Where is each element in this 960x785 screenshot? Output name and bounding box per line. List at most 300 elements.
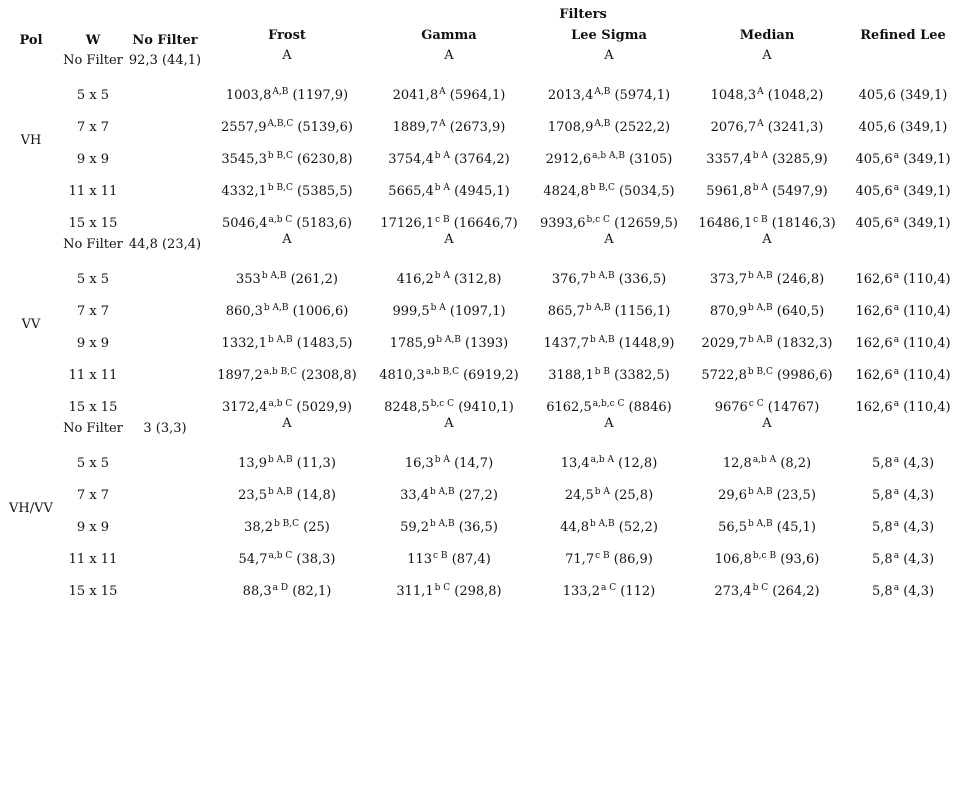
std-dev-value: (8,2)	[780, 456, 812, 471]
group-letter: A	[762, 232, 772, 247]
window-label: 9 x 9	[76, 152, 110, 167]
significance-letters: b A,B	[268, 487, 293, 497]
filter-value-cell	[206, 568, 368, 600]
group-letter: A	[604, 232, 614, 247]
significance-letters: A	[757, 87, 764, 97]
mean-value: 1708,9	[547, 120, 594, 135]
filter-value-cell	[846, 384, 960, 416]
filter-value-cell	[530, 136, 688, 168]
window-label: 7 x 7	[76, 304, 110, 319]
filter-value-cell	[530, 536, 688, 568]
mean-value: 6162,5	[546, 400, 592, 415]
std-dev-value: (349,1)	[900, 120, 948, 135]
mean-value: 1437,7	[543, 336, 590, 351]
filter-value-cell	[530, 104, 688, 136]
mean-value: 5665,4	[388, 184, 434, 199]
filter-value-cell	[846, 136, 960, 168]
filter-value-cell	[368, 352, 530, 384]
window-label: 11 x 11	[68, 184, 118, 199]
window-label: 5 x 5	[76, 88, 110, 103]
std-dev-value: (298,8)	[454, 584, 502, 599]
mean-value: 24,5	[564, 488, 594, 503]
window-label: 15 x 15	[68, 584, 118, 599]
group-letter: A	[762, 416, 772, 431]
filter-value-cell	[368, 440, 530, 472]
significance-letters: c B	[753, 215, 768, 225]
filter-value-cell	[688, 568, 846, 600]
significance-letters: b A,B	[590, 335, 615, 345]
std-dev-value: (14767)	[767, 400, 820, 415]
std-dev-value: (25,8)	[614, 488, 654, 503]
significance-letters: b A,B	[590, 519, 615, 529]
header-w: W	[85, 33, 101, 48]
filter-value-cell	[206, 504, 368, 536]
std-dev-value: (1006,6)	[292, 304, 349, 319]
filter-value-cell	[206, 288, 368, 320]
mean-value: 9393,6	[540, 216, 586, 231]
mean-value: 2076,7	[710, 120, 757, 135]
window-label: 7 x 7	[76, 120, 110, 135]
std-dev-value: (9986,6)	[776, 368, 833, 383]
filter-value-cell	[368, 568, 530, 600]
mean-value: 3188,1	[548, 368, 594, 383]
mean-value: 133,2	[562, 584, 600, 599]
std-dev-value: (23,5)	[776, 488, 816, 503]
mean-value: 2013,4	[547, 88, 594, 103]
filter-value-cell	[530, 168, 688, 200]
window-label: 9 x 9	[76, 520, 110, 535]
std-dev-value: (246,8)	[776, 272, 825, 287]
mean-value: 5,8	[872, 584, 893, 599]
std-dev-value: (14,8)	[296, 488, 336, 503]
std-dev-value: (2673,9)	[449, 120, 506, 135]
mean-value: 2912,6	[545, 152, 592, 167]
table-row	[0, 416, 960, 440]
significance-letters: b B,C	[747, 367, 773, 377]
significance-letters: b B	[594, 367, 610, 377]
std-dev-value: (38,3)	[296, 552, 336, 567]
std-dev-value: (5139,6)	[297, 120, 353, 135]
filter-value-cell	[846, 104, 960, 136]
std-dev-value: (640,5)	[776, 304, 825, 319]
no-filter-empty	[124, 568, 206, 600]
significance-letters: a,b A	[752, 455, 777, 465]
group-letter: A	[762, 48, 772, 63]
mean-value: 2557,9	[220, 120, 267, 135]
std-dev-value: (18146,3)	[771, 216, 836, 231]
filter-value-cell	[688, 504, 846, 536]
mean-value: 16486,1	[698, 216, 753, 231]
mean-value: 59,2	[400, 520, 430, 535]
filter-value-cell	[846, 536, 960, 568]
mean-value: 5,8	[872, 488, 893, 503]
std-dev-value: (3285,9)	[772, 152, 828, 167]
mean-value: 5722,8	[701, 368, 747, 383]
std-dev-value: (5029,9)	[296, 400, 353, 415]
pol-label: VH	[20, 132, 42, 148]
filter-value-cell	[206, 536, 368, 568]
significance-letters: b A,B	[263, 303, 289, 313]
significance-letters: b A,B	[430, 487, 455, 497]
table-row	[0, 320, 960, 352]
window-label: No Filter	[63, 420, 123, 436]
std-dev-value: (349,1)	[903, 216, 951, 231]
filter-value-cell	[206, 472, 368, 504]
mean-value: 405,6	[858, 120, 896, 135]
header-pol: Pol	[19, 33, 43, 48]
significance-letters: b A	[752, 151, 768, 161]
mean-value: 162,6	[855, 368, 893, 383]
significance-letters: a,b C	[268, 215, 293, 225]
table-body	[0, 48, 960, 600]
significance-letters: A,B,C	[267, 119, 294, 129]
significance-letters: b A,B	[436, 335, 461, 345]
mean-value: 2029,7	[701, 336, 748, 351]
mean-value: 5046,4	[221, 216, 268, 231]
no-filter-empty	[124, 136, 206, 168]
significance-letters: a,b C	[268, 551, 293, 561]
table-row	[0, 48, 960, 72]
std-dev-value: (5964,1)	[449, 88, 506, 103]
table-row	[0, 384, 960, 416]
std-dev-value: (6230,8)	[296, 152, 353, 167]
significance-letters: b A	[594, 487, 610, 497]
significance-letters: a	[893, 367, 900, 377]
significance-letters: a	[893, 271, 900, 281]
no-filter-empty	[124, 352, 206, 384]
filter-value-cell	[206, 168, 368, 200]
filter-value-cell	[530, 256, 688, 288]
filter-value-cell	[688, 472, 846, 504]
mean-value: 4810,3	[379, 368, 425, 383]
significance-letters: a	[893, 487, 900, 497]
mean-value: 865,7	[547, 304, 585, 319]
filter-value-cell	[368, 168, 530, 200]
mean-value: 353	[236, 272, 261, 287]
std-dev-value: (11,3)	[296, 456, 336, 471]
mean-value: 29,6	[718, 488, 748, 503]
significance-letters: a C	[600, 583, 617, 593]
filter-value-cell	[206, 440, 368, 472]
mean-value: 33,4	[400, 488, 430, 503]
significance-letters: a	[893, 455, 900, 465]
filter-value-cell	[368, 536, 530, 568]
pol-label: VH/VV	[9, 500, 53, 516]
std-dev-value: (3105)	[629, 152, 673, 167]
significance-letters: b B,C	[589, 183, 615, 193]
std-dev-value: (5497,9)	[772, 184, 828, 199]
std-dev-value: (110,4)	[903, 368, 951, 383]
std-dev-value: (112)	[620, 584, 656, 599]
significance-letters: a,b B,C	[425, 367, 459, 377]
mean-value: 999,5	[392, 304, 430, 319]
std-dev-value: (1197,9)	[292, 88, 349, 103]
mean-value: 12,8	[722, 456, 752, 471]
no-filter-empty	[124, 200, 206, 232]
std-dev-value: (2522,2)	[614, 120, 671, 135]
significance-letters: b A,B	[748, 335, 773, 345]
significance-letters: b B,C	[267, 151, 293, 161]
window-label: 11 x 11	[68, 368, 118, 383]
filter-value-cell	[688, 536, 846, 568]
std-dev-value: (110,4)	[903, 336, 951, 351]
mean-value: 376,7	[551, 272, 590, 287]
group-letter: A	[444, 48, 454, 63]
significance-letters: b A	[434, 455, 450, 465]
std-dev-value: (349,1)	[903, 152, 951, 167]
mean-value: 23,5	[238, 488, 268, 503]
mean-value: 5,8	[872, 552, 893, 567]
no-filter-empty	[124, 288, 206, 320]
filter-value-cell	[846, 568, 960, 600]
std-dev-value: (5034,5)	[618, 184, 675, 199]
std-dev-value: (93,6)	[780, 552, 820, 567]
group-letter: A	[444, 232, 454, 247]
mean-value: 1003,8	[225, 88, 272, 103]
mean-value: 56,5	[718, 520, 748, 535]
mean-value: 416,2	[396, 272, 434, 287]
header-no-filter: No Filter	[132, 33, 198, 48]
significance-letters: b C	[752, 583, 769, 593]
significance-letters: a,b A,B	[592, 151, 625, 161]
mean-value: 54,7	[238, 552, 268, 567]
significance-letters: b A	[434, 151, 450, 161]
filter-value-cell	[688, 320, 846, 352]
significance-letters: b A,B	[748, 271, 773, 281]
table-row	[0, 232, 960, 256]
std-dev-value: (261,2)	[290, 272, 338, 287]
std-dev-value: (1832,3)	[776, 336, 833, 351]
filter-value-cell	[688, 104, 846, 136]
significance-letters: b C	[434, 583, 451, 593]
filter-value-cell	[846, 168, 960, 200]
filter-value-cell	[206, 352, 368, 384]
mean-value: 16,3	[404, 456, 434, 471]
std-dev-value: (4,3)	[903, 584, 935, 599]
significance-letters: b,c B	[752, 551, 777, 561]
mean-value: 44,8	[560, 520, 590, 535]
std-dev-value: (12659,5)	[614, 216, 678, 231]
table-row	[0, 352, 960, 384]
header-filters-group: Filters	[559, 7, 607, 22]
filter-value-cell	[688, 440, 846, 472]
window-label: 5 x 5	[76, 456, 110, 471]
significance-letters: b A	[434, 183, 450, 193]
significance-letters: b,c C	[586, 215, 610, 225]
filter-value-cell	[368, 72, 530, 104]
std-dev-value: (45,1)	[776, 520, 816, 535]
significance-letters: a,b B,C	[263, 367, 297, 377]
mean-value: 162,6	[855, 336, 893, 351]
std-dev-value: (86,9)	[613, 552, 653, 567]
mean-value: 162,6	[855, 400, 893, 415]
mean-value: 860,3	[225, 304, 263, 319]
mean-value: 71,7	[565, 552, 595, 567]
significance-letters: b A	[434, 271, 450, 281]
mean-value: 3357,4	[706, 152, 752, 167]
significance-letters: a D	[272, 583, 289, 593]
mean-value: 106,8	[714, 552, 752, 567]
std-dev-value: (4945,1)	[454, 184, 510, 199]
mean-value: 13,4	[560, 456, 590, 471]
std-dev-value: (6919,2)	[463, 368, 519, 383]
significance-letters: A,B	[594, 119, 611, 129]
mean-value: 405,6	[858, 88, 896, 103]
filter-value-cell	[206, 72, 368, 104]
table-row	[0, 200, 960, 232]
filter-value-cell	[846, 72, 960, 104]
std-dev-value: (110,4)	[903, 304, 951, 319]
mean-value: 1048,3	[710, 88, 757, 103]
std-dev-value: (36,5)	[458, 520, 498, 535]
filter-value-cell	[688, 168, 846, 200]
mean-value: 5,8	[872, 456, 893, 471]
group-letter	[846, 416, 960, 440]
window-label: 15 x 15	[68, 216, 118, 231]
filter-value-cell	[206, 256, 368, 288]
filter-value-cell	[530, 320, 688, 352]
std-dev-value: (110,4)	[903, 272, 951, 287]
mean-value: 88,3	[242, 584, 272, 599]
no-filter-value: 44,8 (23,4)	[128, 236, 202, 252]
filter-value-cell	[846, 288, 960, 320]
std-dev-value: (1393)	[465, 336, 509, 351]
std-dev-value: (336,5)	[618, 272, 667, 287]
mean-value: 273,4	[714, 584, 752, 599]
significance-letters: b A,B	[748, 303, 773, 313]
significance-letters: A	[757, 119, 764, 129]
significance-letters: c B	[435, 215, 450, 225]
std-dev-value: (1483,5)	[296, 336, 353, 351]
significance-letters: A	[439, 119, 446, 129]
window-label: 11 x 11	[68, 552, 118, 567]
header-filter-frost: Frost	[268, 27, 306, 43]
no-filter-empty	[124, 320, 206, 352]
header-filter-refined-lee: Refined Lee	[860, 27, 946, 43]
significance-letters: b A,B	[268, 455, 293, 465]
table-row	[0, 504, 960, 536]
mean-value: 2041,8	[392, 88, 439, 103]
std-dev-value: (52,2)	[618, 520, 658, 535]
std-dev-value: (3241,3)	[767, 120, 824, 135]
filter-value-cell	[688, 72, 846, 104]
filter-value-cell	[530, 200, 688, 232]
header-filter-median: Median	[739, 27, 795, 43]
filter-value-cell	[206, 104, 368, 136]
std-dev-value: (5183,6)	[296, 216, 353, 231]
significance-letters: a	[893, 335, 900, 345]
table-row	[0, 472, 960, 504]
no-filter-empty	[124, 472, 206, 504]
filter-value-cell	[688, 352, 846, 384]
filter-value-cell	[846, 472, 960, 504]
mean-value: 5,8	[872, 520, 893, 535]
significance-letters: b A,B	[261, 271, 287, 281]
pol-label: VV	[21, 316, 41, 332]
no-filter-empty	[124, 440, 206, 472]
significance-letters: b B,C	[274, 519, 300, 529]
mean-value: 405,6	[855, 184, 893, 199]
filter-value-cell	[206, 320, 368, 352]
std-dev-value: (16646,7)	[453, 216, 518, 231]
mean-value: 1332,1	[221, 336, 268, 351]
std-dev-value: (14,7)	[454, 456, 494, 471]
filter-value-cell	[846, 256, 960, 288]
table-row	[0, 256, 960, 288]
significance-letters: a	[893, 583, 900, 593]
filter-value-cell	[530, 568, 688, 600]
std-dev-value: (4,3)	[903, 456, 935, 471]
std-dev-value: (1448,9)	[618, 336, 675, 351]
mean-value: 13,9	[238, 456, 268, 471]
group-letter: A	[444, 416, 454, 431]
filter-value-cell	[368, 320, 530, 352]
filter-value-cell	[846, 352, 960, 384]
group-letter: A	[282, 48, 292, 63]
significance-letters: A	[439, 87, 446, 97]
filter-value-cell	[688, 256, 846, 288]
std-dev-value: (4,3)	[903, 552, 935, 567]
filter-value-cell	[368, 384, 530, 416]
filter-value-cell	[368, 200, 530, 232]
std-dev-value: (1156,1)	[614, 304, 671, 319]
mean-value: 3754,4	[388, 152, 434, 167]
std-dev-value: (5385,5)	[296, 184, 353, 199]
table-row	[0, 440, 960, 472]
no-filter-empty	[124, 168, 206, 200]
significance-letters: a	[893, 519, 900, 529]
significance-letters: b A,B	[748, 519, 773, 529]
std-dev-value: (264,2)	[772, 584, 820, 599]
group-letter: A	[282, 416, 292, 431]
no-filter-empty	[124, 504, 206, 536]
std-dev-value: (27,2)	[458, 488, 498, 503]
mean-value: 1889,7	[392, 120, 439, 135]
filter-value-cell	[530, 288, 688, 320]
mean-value: 311,1	[396, 584, 434, 599]
window-label: 15 x 15	[68, 400, 118, 415]
significance-letters: a	[893, 551, 900, 561]
table-row	[0, 168, 960, 200]
significance-letters: b A	[430, 303, 446, 313]
std-dev-value: (349,1)	[900, 88, 948, 103]
window-label: 7 x 7	[76, 488, 110, 503]
group-letter: A	[282, 232, 292, 247]
std-dev-value: (1048,2)	[767, 88, 824, 103]
significance-letters: a	[893, 215, 900, 225]
group-letter: A	[604, 48, 614, 63]
filter-value-cell	[530, 472, 688, 504]
mean-value: 405,6	[855, 152, 893, 167]
mean-value: 8248,5	[384, 400, 430, 415]
window-label: No Filter	[63, 236, 123, 252]
filter-value-cell	[530, 72, 688, 104]
mean-value: 3545,3	[221, 152, 267, 167]
filter-value-cell	[846, 440, 960, 472]
group-letter: A	[604, 416, 614, 431]
table-row	[0, 72, 960, 104]
mean-value: 373,7	[709, 272, 748, 287]
mean-value: 38,2	[244, 520, 274, 535]
no-filter-value: 92,3 (44,1)	[128, 52, 202, 68]
filter-value-cell	[688, 200, 846, 232]
no-filter-empty	[124, 384, 206, 416]
significance-letters: a	[893, 183, 900, 193]
filter-value-cell	[368, 256, 530, 288]
std-dev-value: (4,3)	[903, 488, 935, 503]
no-filter-empty	[124, 72, 206, 104]
filter-value-cell	[368, 504, 530, 536]
